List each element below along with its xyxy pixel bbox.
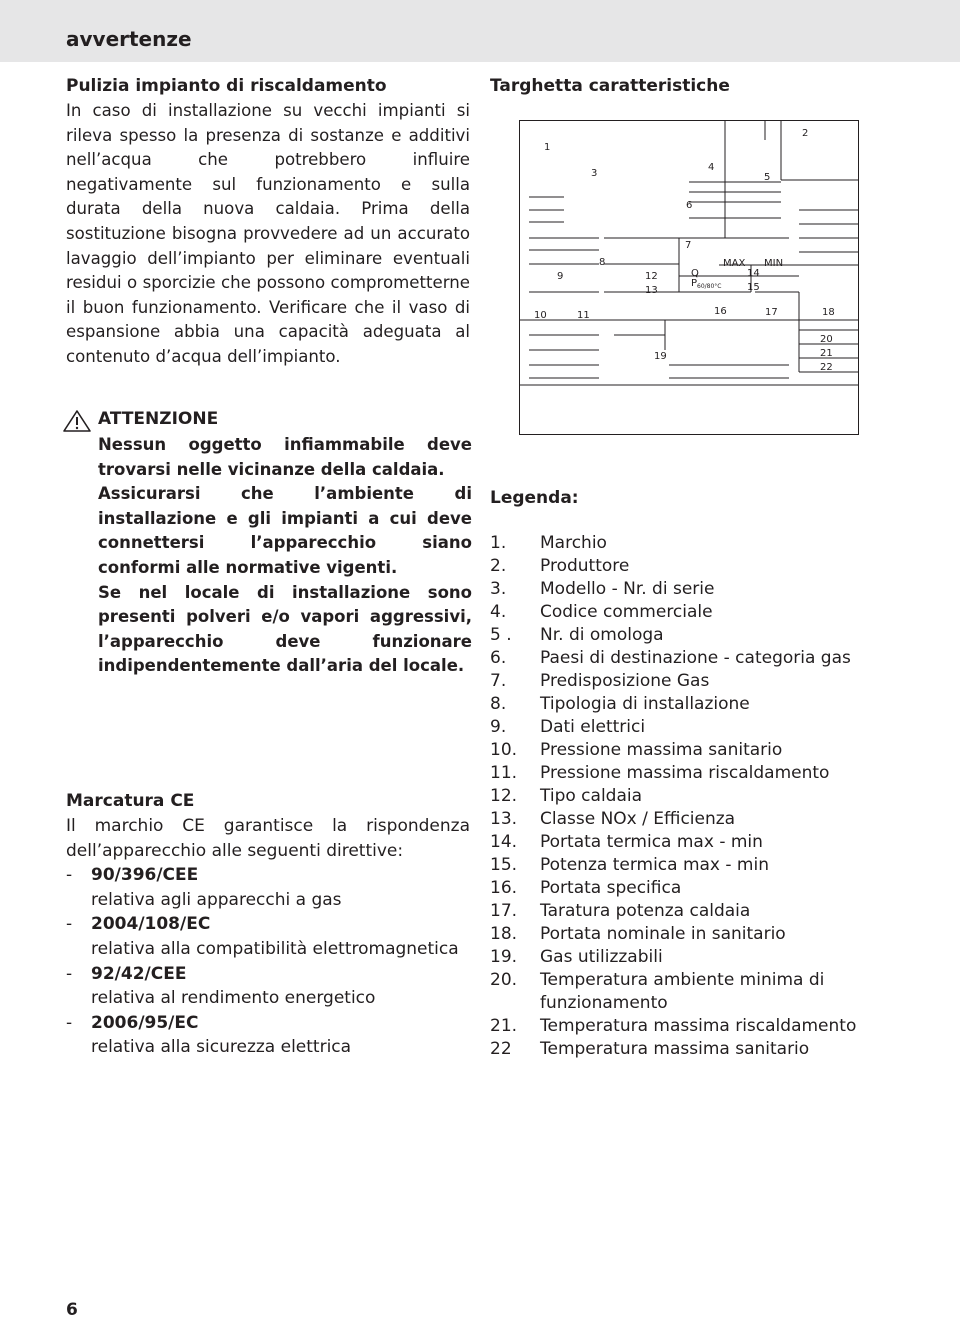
- directive-description: relativa al rendimento energetico: [91, 988, 376, 1009]
- legend-item: [490, 854, 890, 877]
- legend-section: [490, 486, 890, 1061]
- legend-item-number: 1.: [490, 533, 507, 553]
- rating-plate-diagram: [519, 120, 859, 435]
- ce-intro: Il marchio CE garantisce la rispondenza dell’apparecchio alle seguenti direttive:: [66, 816, 470, 861]
- legend-item: [490, 831, 890, 854]
- plate-label-20: 20: [820, 334, 833, 345]
- legend-item: [490, 923, 890, 946]
- cleaning-heading: Pulizia impianto di riscaldamento: [66, 76, 387, 96]
- legend-item: [490, 670, 890, 693]
- plate-label-21: 21: [820, 348, 833, 359]
- plate-label-7: 7: [685, 240, 692, 251]
- legend-item-text: Nr. di omologa: [540, 625, 664, 645]
- legend-item-text: Modello - Nr. di serie: [540, 579, 715, 599]
- plate-label-6: 6: [686, 200, 693, 211]
- directive-description: relativa alla compatibilità elettromagnetica: [91, 938, 459, 959]
- warning-paragraph: Se nel locale di installazione sono presenti polveri e/o vapori aggressivi, l’apparecchio deve funzionare indipendentemente dall’aria del locale.: [98, 582, 472, 676]
- plate-label-3: 3: [591, 168, 598, 179]
- legend-item-number: 18.: [490, 924, 518, 944]
- directive-description: relativa alla sicurezza elettrica: [91, 1037, 352, 1058]
- warning-paragraph: Nessun oggetto infiammabile deve trovarsi nelle vicinanze della caldaia.: [98, 435, 472, 479]
- directive-code: 2006/95/EC: [91, 1012, 199, 1033]
- plate-label-p: P: [691, 278, 698, 289]
- directive-code: 2004/108/EC: [91, 914, 211, 935]
- legend-list: [490, 532, 890, 1061]
- legend-item: [490, 877, 890, 900]
- legend-item-number: 6.: [490, 648, 507, 668]
- plate-label-16: 16: [714, 306, 727, 317]
- legend-item-number: 2.: [490, 556, 507, 576]
- legend-item: [490, 601, 890, 624]
- legend-item-number: 8.: [490, 694, 507, 714]
- legend-item: [490, 1038, 890, 1061]
- plate-label-22: 22: [820, 362, 833, 373]
- directive-code: 90/396/CEE: [91, 865, 199, 886]
- plate-label-2: 2: [802, 128, 809, 139]
- legend-item-text: Pressione massima sanitario: [540, 740, 783, 760]
- plate-label-9: 9: [557, 271, 564, 282]
- plate-label-8: 8: [599, 257, 606, 268]
- legend-item-number: 10.: [490, 740, 518, 760]
- legend-item: [490, 808, 890, 831]
- plate-label-max: MAX: [723, 258, 746, 269]
- legend-item-number: 16.: [490, 878, 518, 898]
- legend-item-number: 4.: [490, 602, 507, 622]
- legend-item-text: Dati elettrici: [540, 717, 646, 737]
- legend-item: [490, 785, 890, 808]
- legend-item-number: 15.: [490, 855, 518, 875]
- plate-label-19: 19: [654, 351, 667, 362]
- warning-triangle-icon: [62, 409, 92, 433]
- legend-item-number: 13.: [490, 809, 518, 829]
- legend-item: [490, 739, 890, 762]
- warning-paragraph: Assicurarsi che l’ambiente di installazione e gli impianti a cui deve connettersi l’apparecchio siano conformi alle normative vigenti.: [98, 484, 472, 577]
- legend-item: [490, 946, 890, 969]
- legend-item-number: 20.: [490, 970, 518, 990]
- plate-label-11: 11: [577, 310, 590, 321]
- warning-body: [98, 433, 472, 679]
- legend-item-text: Portata termica max - min: [540, 832, 763, 852]
- legend-item-text: Paesi di destinazione - categoria gas: [540, 648, 851, 668]
- legend-item-text: Codice commerciale: [540, 602, 713, 622]
- directive-code: 92/42/CEE: [91, 963, 187, 984]
- legend-item-text: Taratura potenza caldaia: [540, 901, 751, 921]
- plate-label-13: 13: [645, 285, 658, 296]
- legend-item-text: Temperatura massima riscaldamento: [540, 1016, 857, 1036]
- legend-item: [490, 716, 890, 739]
- list-dash: -: [66, 963, 73, 984]
- plate-label-17: 17: [765, 307, 778, 318]
- list-dash: -: [66, 865, 73, 886]
- directive-item: [66, 912, 470, 961]
- legend-item-number: 14.: [490, 832, 518, 852]
- legend-item-text: Classe NOx / Efficienza: [540, 809, 736, 829]
- legend-item-number: 21.: [490, 1016, 518, 1036]
- cleaning-section: [66, 74, 470, 370]
- legend-heading: Legenda:: [490, 488, 579, 508]
- ce-marking-section: [66, 789, 470, 1060]
- legend-item: [490, 969, 890, 1015]
- list-dash: -: [66, 914, 73, 935]
- legend-item-number: 19.: [490, 947, 518, 967]
- legend-item-number: 17.: [490, 901, 518, 921]
- legend-item-text: Portata nominale in sanitario: [540, 924, 786, 944]
- plate-label-1: 1: [544, 142, 551, 153]
- directive-item: [66, 863, 470, 912]
- legend-item-text: Pressione massima riscaldamento: [540, 763, 830, 783]
- legend-item-text: Produttore: [540, 556, 630, 576]
- plate-label-18: 18: [822, 307, 835, 318]
- legend-item: [490, 624, 890, 647]
- legend-item-text: Portata specifica: [540, 878, 682, 898]
- plate-label-15: 15: [747, 282, 760, 293]
- legend-item-text: Temperatura ambiente minima di funzionamento: [540, 970, 825, 1013]
- page-number: 6: [66, 1300, 78, 1320]
- legend-item-number: 7.: [490, 671, 507, 691]
- legend-item: [490, 1015, 890, 1038]
- legend-item-number: 11.: [490, 763, 518, 783]
- legend-item-text: Tipologia di installazione: [540, 694, 750, 714]
- legend-item-text: Tipo caldaia: [540, 786, 643, 806]
- plate-label-q: Q: [691, 268, 699, 279]
- plate-label-4: 4: [708, 162, 715, 173]
- warning-section: [62, 407, 472, 679]
- section-title: avvertenze: [66, 27, 192, 51]
- plate-label-5: 5: [764, 172, 771, 183]
- legend-item-number: 9.: [490, 717, 507, 737]
- plate-label-10: 10: [534, 310, 547, 321]
- legend-item: [490, 762, 890, 785]
- plate-label-p-sub: 60/80°C: [697, 283, 722, 290]
- plate-label-min: MIN: [764, 258, 784, 269]
- legend-item-text: Gas utilizzabili: [540, 947, 663, 967]
- directive-description: relativa agli apparecchi a gas: [91, 889, 342, 910]
- cleaning-body: In caso di installazione su vecchi impianti si rileva spesso la presenza di sostanze e additivi nell’acqua che potrebbero influire negativamente sul funzionamento e sulla durata della nuova caldaia. Prima della sostituzione bisogna provvedere ad un accurato lavaggio dell’impianto per eliminare eventuali residui o sporcizie che possono comprometterne il buon funzionamento. Verificare che il vaso di espansione abbia una capacità adeguata al contenuto d’acqua dell’impianto.: [66, 101, 470, 366]
- legend-item: [490, 647, 890, 670]
- legend-item: [490, 693, 890, 716]
- legend-item: [490, 555, 890, 578]
- legend-item-text: Marchio: [540, 533, 607, 553]
- legend-item-text: Temperatura massima sanitario: [540, 1039, 810, 1059]
- legend-item-number: 5 .: [490, 625, 512, 645]
- legend-item: [490, 900, 890, 923]
- legend-item-number: 12.: [490, 786, 518, 806]
- legend-item-text: Predisposizione Gas: [540, 671, 710, 691]
- legend-item: [490, 532, 890, 555]
- ce-heading: Marcatura CE: [66, 791, 195, 811]
- rating-plate-title: Targhetta caratteristiche: [490, 76, 730, 96]
- plate-frame: [520, 121, 859, 435]
- legend-item: [490, 578, 890, 601]
- directive-list: [66, 863, 470, 1060]
- plate-label-14: 14: [747, 268, 760, 279]
- warning-title: ATTENZIONE: [98, 409, 219, 429]
- legend-item-text: Potenza termica max - min: [540, 855, 769, 875]
- legend-item-number: 22: [490, 1039, 512, 1059]
- list-dash: -: [66, 1012, 73, 1033]
- directive-item: [66, 962, 470, 1011]
- plate-label-12: 12: [645, 271, 658, 282]
- legend-item-number: 3.: [490, 579, 507, 599]
- directive-item: [66, 1011, 470, 1060]
